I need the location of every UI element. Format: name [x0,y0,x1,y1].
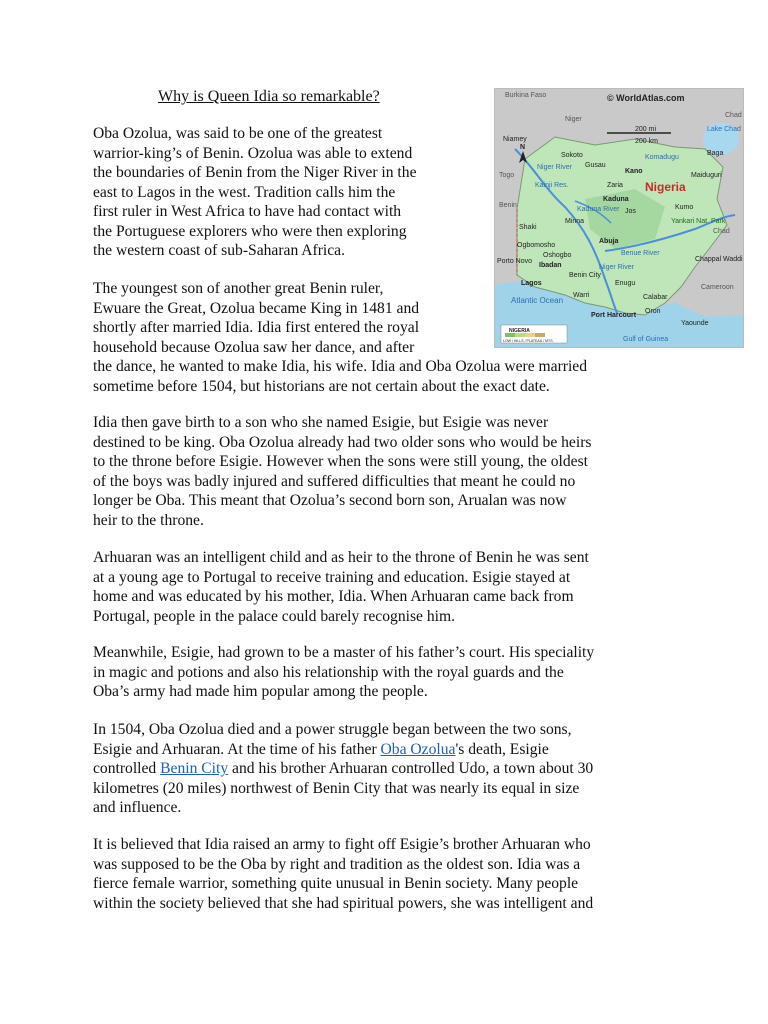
document-title: Why is Queen Idia so remarkable? [158,88,380,105]
text-line: Oba Ozolua, was said to be one of the greatest [93,125,383,142]
map-label: Maiduguri [691,172,722,179]
map-label: Porto Novo [497,258,533,265]
map-label: Jos [625,208,636,215]
map-label: Lagos [521,280,542,287]
map-scale-km: 200 km [635,138,658,145]
map-label: Kumo [675,204,694,211]
text-line: east to Lagos in the west. Tradition calls him the [93,183,396,201]
text-segment: 's death, Esigie [455,740,549,758]
map-label: Benin [499,202,517,209]
map-label: Niamey [503,136,527,143]
text-line: Idia then gave birth to a son who she named Esigie, but Esigie was never [93,414,549,431]
map-label: Niger River [537,164,573,171]
map-credit: © WorldAtlas.com [607,93,685,103]
text-line: within the society believed that she had spiritual powers, she was intelligent and [93,894,594,912]
map-label: Baga [707,150,724,157]
text-line: first ruler in West Africa to have had contact with [93,203,402,220]
map-label: Calabar [643,294,668,301]
map-label: Chad [725,112,742,119]
map-label: Burkina Faso [505,92,547,99]
map-label: Chappal Waddi [695,256,743,263]
text-line: In 1504, Oba Ozolua died and a power struggle began between the two sons, [93,721,572,738]
map-label: Benin City [569,272,601,279]
text-line: in magic and potions and also his relationship with the royal guards and the [93,663,564,681]
map-legend-caption: LOW / HILLS / PLATEAU / MTS. [503,339,554,343]
text-line: Arhuaran was an intelligent child and as heir to the throne of Benin he was sent [93,549,589,566]
text-line: longer be Oba. This meant that Ozolua’s second born son, Arualan was now [93,492,567,509]
paragraph [93,720,593,818]
text-line: Oba’s army had made him popular among the people. [93,683,428,700]
map-label: Oron [645,308,661,315]
map-label: Zaria [607,182,623,189]
map-label: Yankari Nat. Park [671,218,726,225]
text-line: of the boys was badly injured and suffered difficulties that meant he could no [93,472,576,490]
map-label: Lake Chad [707,126,741,133]
map-label: Oshogbo [543,252,572,259]
map-label: Shaki [519,224,537,231]
map-label: Cameroon [701,284,734,291]
map-label: Niger [565,116,582,123]
map-label: Yaounde [681,320,709,327]
map-label: Kaduna [603,196,629,203]
paragraph [93,835,593,913]
paragraph [93,413,591,530]
map-legend-title: NIGERIA [509,328,530,334]
map-label: Kano [625,168,643,175]
map-label: Togo [499,172,515,179]
text-line: fierce female warrior, something quite unusual in Benin society. Many people [93,875,579,892]
map-label: Ibadan [539,262,562,269]
text-line: to the throne before Esigie. However when the sons were still young, the oldest [93,453,588,470]
paragraph [93,279,587,396]
text-line [93,759,593,779]
map-label: Atlantic Ocean [511,296,564,305]
text-line: home and was educated by his mother, Idia. When Arhuaran came back from [93,588,574,605]
text-line: Meanwhile, Esigie, had grown to be a master of his father’s court. His speciality [93,644,595,661]
text-line: shortly after married Idia. Idia first entered the royal [93,319,420,336]
map-label: Chad [713,228,730,235]
text-line: the dance, he wanted to make Idia, his wife. Idia and Oba Ozolua were married [93,358,588,375]
text-line: warrior-king’s of Benin. Ozolua was able to extend [93,144,413,162]
paragraph [93,643,594,702]
map-label: Warri [573,292,590,299]
map-north: N [520,144,526,151]
text-line: the Portuguese explorers who were then exploring [93,222,407,240]
text-line: sometime before 1504, but historians are not certain about the exact date. [93,377,550,395]
text-line: heir to the throne. [93,511,204,529]
text-line [93,740,593,760]
text-segment: and his brother Arhuaran controlled Udo, a town about 30 [228,760,594,777]
text-line: and influence. [93,799,182,816]
text-line: the boundaries of Benin from the Niger River in the [93,164,417,181]
map-label: Abuja [599,238,619,245]
text-line: Ewuare the Great, Ozolua became King in 1481 and [93,299,420,317]
text-line: kilometres (20 miles) northwest of Benin City that was nearly its equal in size [93,779,580,797]
map-label: Sokoto [561,152,583,159]
oba-ozolua-link[interactable]: Oba Ozolua [380,740,456,758]
text-line: at a young age to Portugal to receive training and education. Esigie stayed at [93,568,571,586]
map-label: Kainji Res. [535,182,569,189]
text-line: The youngest son of another great Benin ruler, [93,280,384,297]
map-label: Niger River [599,264,635,271]
text-segment: controlled [93,760,161,777]
map-label: Minna [565,218,585,225]
text-segment: Esigie and Arhuaran. At the time of his father [93,740,381,758]
text-line: destined to be king. Oba Ozolua already had two older sons who would be heirs [93,433,592,451]
benin-city-link[interactable]: Benin City [160,760,229,777]
map-label: Gulf of Guinea [623,336,669,343]
text-line: was supposed to be the Oba by right and tradition as the oldest son. Idia was a [93,855,581,873]
text-line: Portugal, people in the palace could barely recognise him. [93,607,455,625]
map-label: Gusau [585,162,606,169]
map-label: Benue River [621,250,660,257]
paragraph [93,124,417,261]
map-country-label: Nigeria [645,180,686,194]
map-label: Komadugu [645,154,679,161]
paragraph [93,548,589,626]
map-label: Enugu [615,280,636,287]
text-line: household because Ozolua saw her dance, and after [93,338,415,356]
map-scale-mi: 200 mi [635,126,657,133]
text-line: It is believed that Idia raised an army to fight off Esigie’s brother Arhuaran who [93,836,591,853]
map-label: Port Harcourt [591,312,637,319]
map-label: Ogbomosho [517,242,556,249]
text-line: the western coast of sub-Saharan Africa. [93,242,346,259]
map-label: Kaduna River [577,206,620,213]
